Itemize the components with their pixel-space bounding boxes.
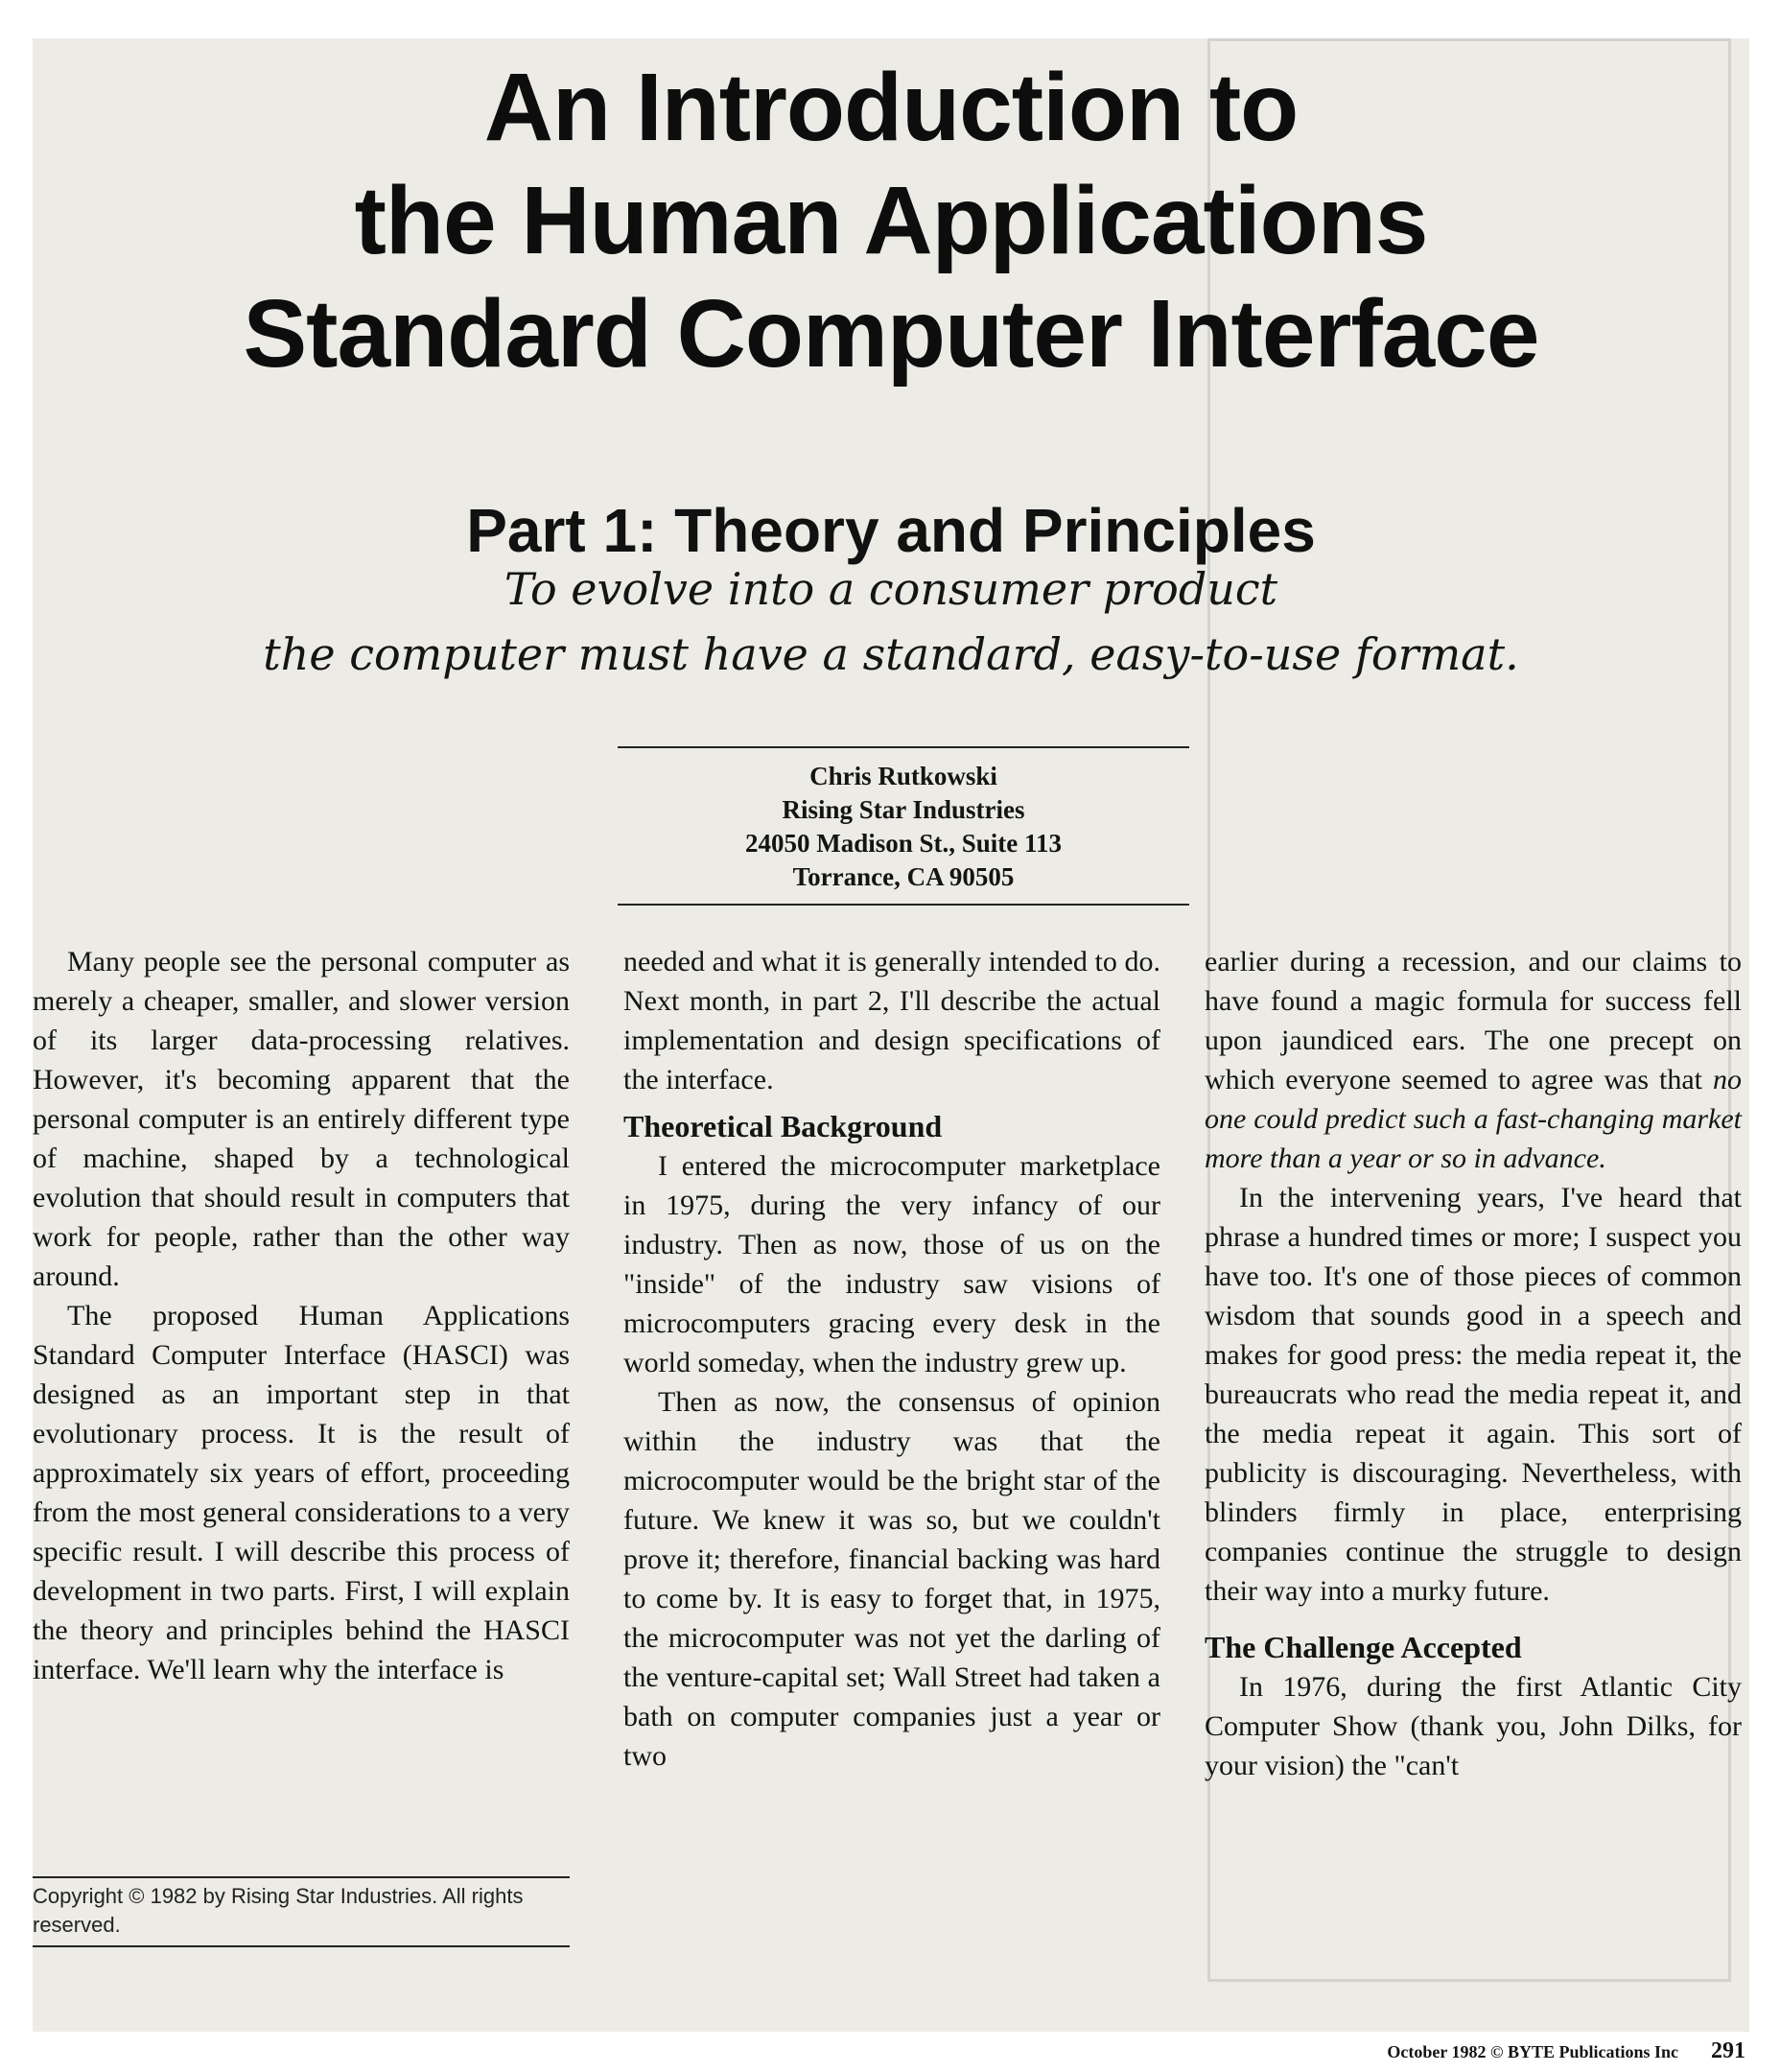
deck-line-2: the computer must have a standard, easy-to-use format. bbox=[263, 628, 1519, 680]
column3-paragraph-3: In 1976, during the first Atlantic City Computer Show (thank you, John Dilks, for your vision) the "can't bbox=[1205, 1671, 1742, 1781]
footer-issue: October 1982 © BYTE Publications Inc bbox=[1387, 2042, 1678, 2061]
page-footer bbox=[1387, 2039, 1745, 2063]
author-city: Torrance, CA 90505 bbox=[792, 862, 1015, 891]
body-column-2 bbox=[623, 942, 1160, 1776]
deck-line-1: To evolve into a consumer product bbox=[504, 563, 1278, 615]
article-deck bbox=[33, 556, 1749, 687]
column2-paragraph-3: Then as now, the consensus of opinion within the industry was that the microcomputer would be the bright star of the future. We knew it was so, but we couldn't prove it; therefore, financial backing was hard to come by. It is easy to forget that, in 1975, the microcomputer was not yet the darling of the venture-capital set; Wall Street had taken a bath on computer companies just a year or two bbox=[623, 1386, 1160, 1772]
author-company: Rising Star Industries bbox=[782, 795, 1025, 824]
column3-paragraph-1 bbox=[1205, 942, 1742, 1178]
column1-paragraph-2: The proposed Human Applications Standard Computer Interface (HASCI) was designed as an important step in that evolutionary process. It is the result of approximately six years of effort, proceeding from the most general considerations to a very specific result. I will describe this process of development in two parts. First, I will explain the theory and principles behind the HASCI interface. We'll learn why the interface is bbox=[33, 1300, 570, 1685]
column3-paragraph-1-emphasis: no one could predict such a fast-changing market more than a year or so in advance. bbox=[1205, 1064, 1742, 1174]
body-column-3 bbox=[1205, 942, 1742, 1785]
column3-paragraph-2: In the intervening years, I've heard that phrase a hundred times or more; I suspect you have too. It's one of those pieces of common wisdom that sounds good in a speech and makes for good press: the media repeat it, the bureaucrats who read the media repeat it, and the media repeat it again. This sort of publicity is discouraging. Nevertheless, with blinders firmly in place, enterprising companies continue the struggle to design their way into a murky future. bbox=[1205, 1182, 1742, 1607]
copyright-notice: Copyright © 1982 by Rising Star Industries. All rights reserved. bbox=[33, 1876, 570, 1947]
column1-paragraph-1: Many people see the personal computer as merely a cheaper, smaller, and slower version of its larger data-processing relatives. However, it's becoming apparent that the personal computer is an entirely different type of machine, shaped by a technological evolution that should result in computers that work for people, rather than the other way around. bbox=[33, 946, 570, 1292]
section-heading-theoretical-background: Theoretical Background bbox=[623, 1109, 943, 1143]
column2-paragraph-2: I entered the microcomputer marketplace in 1975, during the very infancy of our industry. Then as now, those of us on the "inside" of the industry saw visions of microcomputers gracing every desk in the world someday, when the industry grew up. bbox=[623, 1150, 1160, 1378]
column3-paragraph-1-text: earlier during a recession, and our claims to have found a magic formula for success fell upon jaundiced ears. The one precept on which everyone seemed to agree was that bbox=[1205, 946, 1742, 1095]
column2-paragraph-1: needed and what it is generally intended to do. Next month, in part 2, I'll describe the actual implementation and design specifications of the interface. bbox=[623, 946, 1160, 1095]
author-street: 24050 Madison St., Suite 113 bbox=[744, 829, 1063, 858]
section-heading-challenge-accepted: The Challenge Accepted bbox=[1205, 1630, 1522, 1664]
article-title-line-1: An Introduction to bbox=[483, 54, 1299, 161]
article-title-line-3: Standard Computer Interface bbox=[243, 280, 1539, 388]
author-name: Chris Rutkowski bbox=[809, 762, 997, 790]
body-column-1 bbox=[33, 942, 570, 1689]
magazine-page bbox=[33, 38, 1749, 2032]
author-byline bbox=[618, 746, 1189, 906]
article-subtitle: Part 1: Theory and Principles bbox=[466, 496, 1316, 566]
article-title-line-2: the Human Applications bbox=[354, 167, 1428, 274]
page-number: 291 bbox=[1711, 2038, 1745, 2063]
